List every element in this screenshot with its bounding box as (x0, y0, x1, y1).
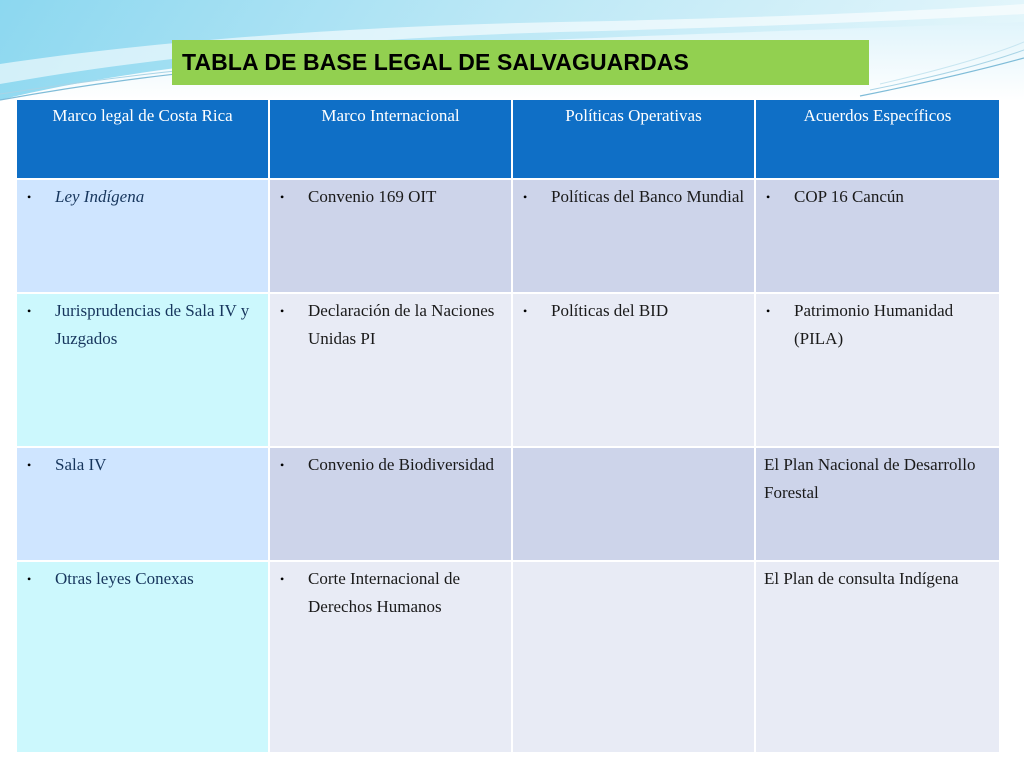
slide-title: TABLA DE BASE LEGAL DE SALVAGUARDAS (182, 49, 689, 75)
table-row (16, 561, 1000, 753)
cell-text: Declaración de la Naciones Unidas PI (308, 301, 495, 348)
table-cell (269, 293, 512, 447)
cell-text: Políticas del BID (551, 301, 669, 320)
bullet-icon: • (766, 190, 771, 204)
table-cell (16, 293, 269, 447)
slide-title-box (172, 40, 869, 85)
cell-text: Convenio de Biodiversidad (308, 455, 495, 474)
table-cell (269, 179, 512, 293)
table-cell (512, 293, 755, 447)
cell-text: Ley Indígena (55, 187, 145, 206)
bullet-icon: • (27, 190, 32, 204)
table-cell (269, 447, 512, 561)
header-marco-legal: Marco legal de Costa Rica (16, 99, 269, 179)
bullet-icon: • (280, 458, 285, 472)
header-acuerdos-especificos: Acuerdos Específicos (755, 99, 1000, 179)
cell-text: Jurisprudencias de Sala IV y Juzgados (55, 301, 250, 348)
cell-text: COP 16 Cancún (794, 187, 904, 206)
table-cell (16, 447, 269, 561)
table-row (16, 293, 1000, 447)
table-cell (512, 179, 755, 293)
bullet-icon: • (280, 572, 285, 586)
cell-text: Convenio 169 OIT (308, 187, 437, 206)
table-cell (755, 293, 1000, 447)
cell-text: Otras leyes Conexas (55, 569, 194, 588)
cell-text: El Plan de consulta Indígena (764, 569, 959, 588)
table-header-row (16, 99, 1000, 179)
bullet-icon: • (280, 304, 285, 318)
cell-text: Sala IV (55, 455, 107, 474)
table-cell (512, 561, 755, 753)
bullet-icon: • (27, 458, 32, 472)
table-cell (755, 447, 1000, 561)
cell-text: Patrimonio Humanidad (PILA) (794, 301, 954, 348)
table-cell (755, 561, 1000, 753)
table-cell (269, 561, 512, 753)
table-row (16, 447, 1000, 561)
bullet-icon: • (766, 304, 771, 318)
cell-text: Corte Internacional de Derechos Humanos (308, 569, 460, 616)
table-cell (755, 179, 1000, 293)
header-marco-internacional: Marco Internacional (269, 99, 512, 179)
table-cell (16, 561, 269, 753)
header-politicas-operativas: Políticas Operativas (512, 99, 755, 179)
legal-basis-table (15, 98, 1001, 754)
table-cell (512, 447, 755, 561)
table-cell (16, 179, 269, 293)
cell-text: Políticas del Banco Mundial (551, 187, 745, 206)
bullet-icon: • (523, 190, 528, 204)
bullet-icon: • (523, 304, 528, 318)
bullet-icon: • (280, 190, 285, 204)
cell-text: El Plan Nacional de Desarrollo Forestal (764, 455, 976, 502)
bullet-icon: • (27, 304, 32, 318)
bullet-icon: • (27, 572, 32, 586)
table-row (16, 179, 1000, 293)
